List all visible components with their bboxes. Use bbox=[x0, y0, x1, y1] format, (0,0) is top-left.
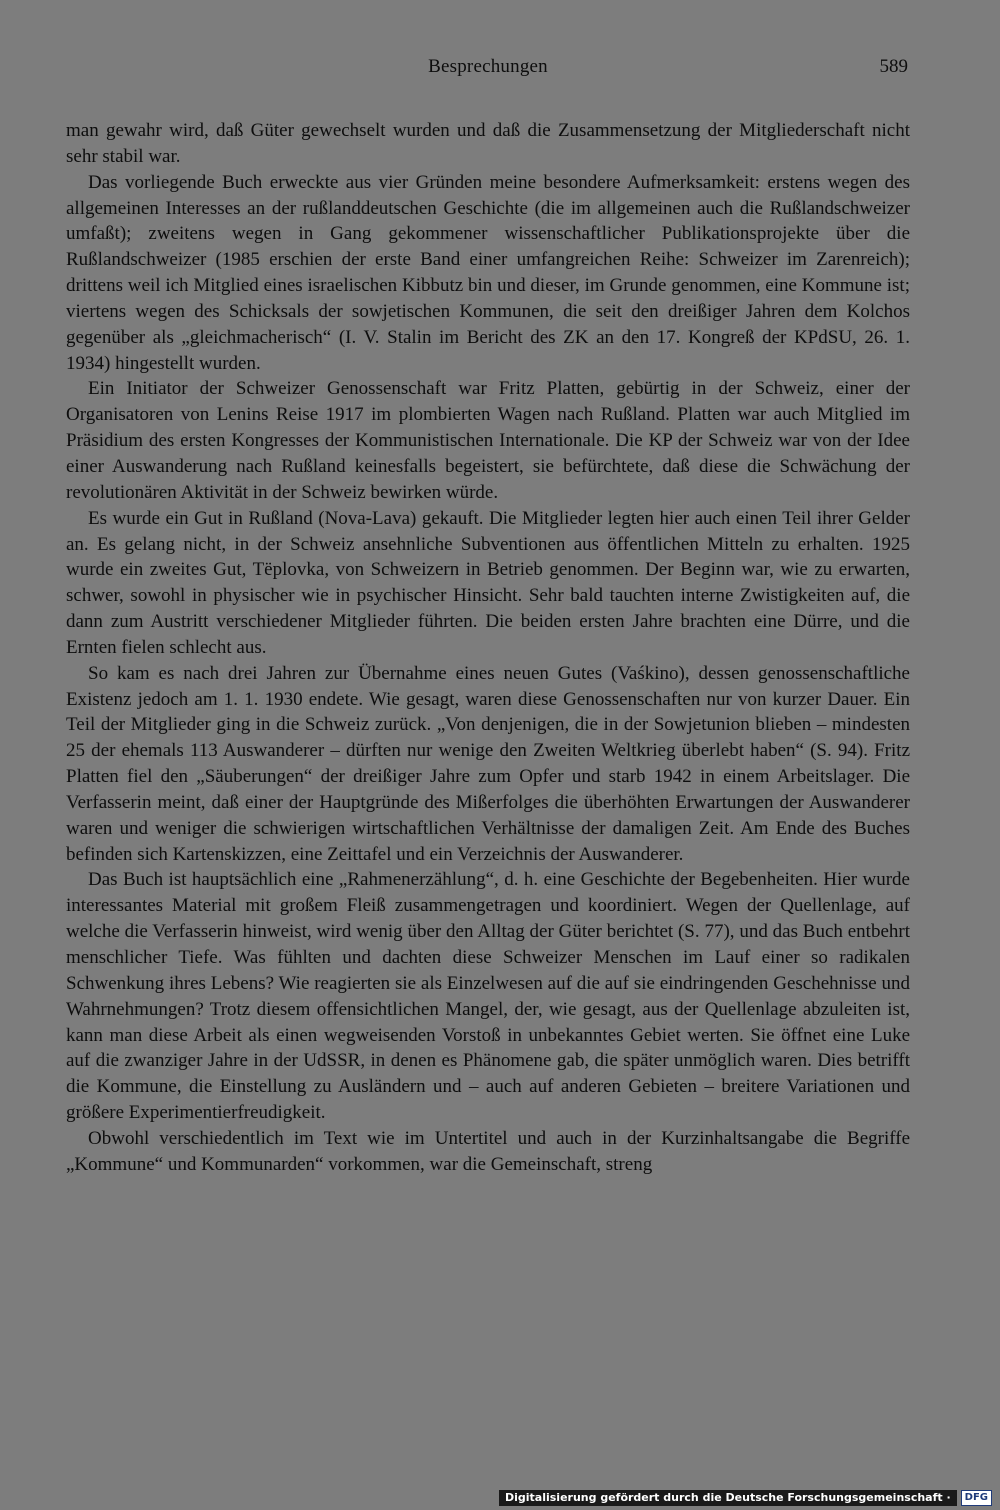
paragraph-5: So kam es nach drei Jahren zur Übernahme eines neuen Gutes (Vaśkino), dessen genossenschaftliche Existenz jedoch am 1. 1. 1930 endete. Wie gesagt, waren diese Genossenschaften nur von kurzer Dauer. Ein Teil der Mitglieder ging in die Schweiz zurück. „Von denjenigen, die in der Sowjetunion blieben – mindesten 25 der ehemals 113 Auswanderer – dürften nur wenige den Zweiten Weltkrieg überlebt haben“ (S. 94). Fritz Platten fiel den „Säuberungen“ der dreißiger Jahre zum Opfer und starb 1942 in einem Arbeitslager. Die Verfasserin meint, daß einer der Hauptgründe des Mißerfolges die überhöhten Erwartungen der Auswanderer waren und weniger die schwierigen wirtschaftlichen Verhältnisse der damaligen Zeit. Am Ende des Buches befinden sich Kartenskizzen, eine Zeittafel und ein Verzeichnis der Auswanderer. bbox=[66, 662, 910, 865]
digitization-footer bbox=[499, 1490, 992, 1506]
body-text bbox=[66, 118, 910, 1178]
paragraph-2: Das vorliegende Buch erweckte aus vier Gründen meine besondere Aufmerksamkeit: erstens wegen des allgemeinen Interesses an der rußlanddeutschen Geschichte (die im allgemeinen auch die Rußlandschweizer umfaßt); zweitens wegen in Gang gekommener wissenschaftlicher Publikationsprojekte über die Rußlandschweizer (1985 erschien der erste Band einer umfangreichen Reihe: Schweizer im Zarenreich); drittens weil ich Mitglied eines israelischen Kibbutz bin und dieser, im Grunde genommen, eine Kommune ist; viertens wegen des Schicksals der sowjetischen Kommunen, die seit den dreißiger Jahren dem Kolchos gegenüber als „gleichmacherisch“ (I. V. Stalin im Bericht des ZK an den 17. Kongreß der KPdSU, 26. 1. 1934) hingestellt wurden. bbox=[66, 171, 910, 374]
header-title: Besprechungen bbox=[428, 56, 548, 77]
paragraph-7: Obwohl verschiedentlich im Text wie im Untertitel und auch in der Kurzinhaltsangabe die Begriffe „Kommune“ und Kommunarden“ vorkommen, war die Gemeinschaft, streng bbox=[66, 1127, 910, 1175]
paragraph-6: Das Buch ist hauptsächlich eine „Rahmenerzählung“, d. h. eine Geschichte der Begebenheiten. Hier wurde interessantes Material mit großem Fleiß zusammengetragen und koordiniert. Wegen der Quellenlage, auf welche die Verfasserin hinweist, wird wenig über den Alltag der Güter berichtet (S. 77), und das Buch entbehrt menschlicher Tiefe. Was fühlten und dachten diese Schweizer Menschen im Lauf einer so radikalen Schwenkung ihres Lebens? Wie reagierten sie als Einzelwesen auf die auf sie eindringenden Geschehnisse und Wahrnehmungen? Trotz diesem offensichtlichen Mangel, der, wie gesagt, aus der Quellenlage abzuleiten ist, kann man diese Arbeit als einen wegweisenden Vorstoß in unbekanntes Gebiet werten. Sie öffnet eine Luke auf die zwanziger Jahre in der UdSSR, in denen es Phänomene gab, die später unmöglich waren. Dies betrifft die Kommune, die Einstellung zu Ausländern und – auch auf anderen Gebieten – breitere Variationen und größere Experimentierfreudigkeit. bbox=[66, 869, 910, 1124]
footer-text: Digitalisierung gefördert durch die Deutsche Forschungsgemeinschaft · bbox=[499, 1490, 957, 1506]
paragraph-4: Es wurde ein Gut in Rußland (Nova-Lava) gekauft. Die Mitglieder legten hier auch einen Teil ihrer Gelder an. Es gelang nicht, in der Schweiz ansehnliche Subventionen aus öffentlichen Mitteln zu erhalten. 1925 wurde ein zweites Gut, Tëplovka, von Schweizern in Betrieb genommen. Der Beginn war, wie zu erwarten, schwer, sowohl in physischer wie in psychischer Hinsicht. Sehr bald tauchten interne Zwistigkeiten auf, die dann zum Austritt verschiedener Mitglieder führten. Die beiden ersten Jahre brachten eine Dürre, und die Ernten fielen schlecht aus. bbox=[66, 507, 910, 658]
dfg-logo: DFG bbox=[961, 1490, 992, 1506]
page-number: 589 bbox=[879, 56, 908, 77]
paragraph-1: man gewahr wird, daß Güter gewechselt wurden und daß die Zusammensetzung der Mitgliederschaft nicht sehr stabil war. bbox=[66, 120, 910, 167]
paragraph-3: Ein Initiator der Schweizer Genossenschaft war Fritz Platten, gebürtig in der Schweiz, einer der Organisatoren von Lenins Reise 1917 im plombierten Wagen nach Rußland. Platten war auch Mitglied im Präsidium des ersten Kongresses der Kommunistischen Internationale. Die KP der Schweiz war von der Idee einer Auswanderung nach Rußland keinesfalls begeistert, sie befürchtete, daß diese die Schwächung der revolutionären Aktivität in der Schweiz bewirken würde. bbox=[66, 378, 910, 503]
running-header bbox=[66, 56, 910, 86]
